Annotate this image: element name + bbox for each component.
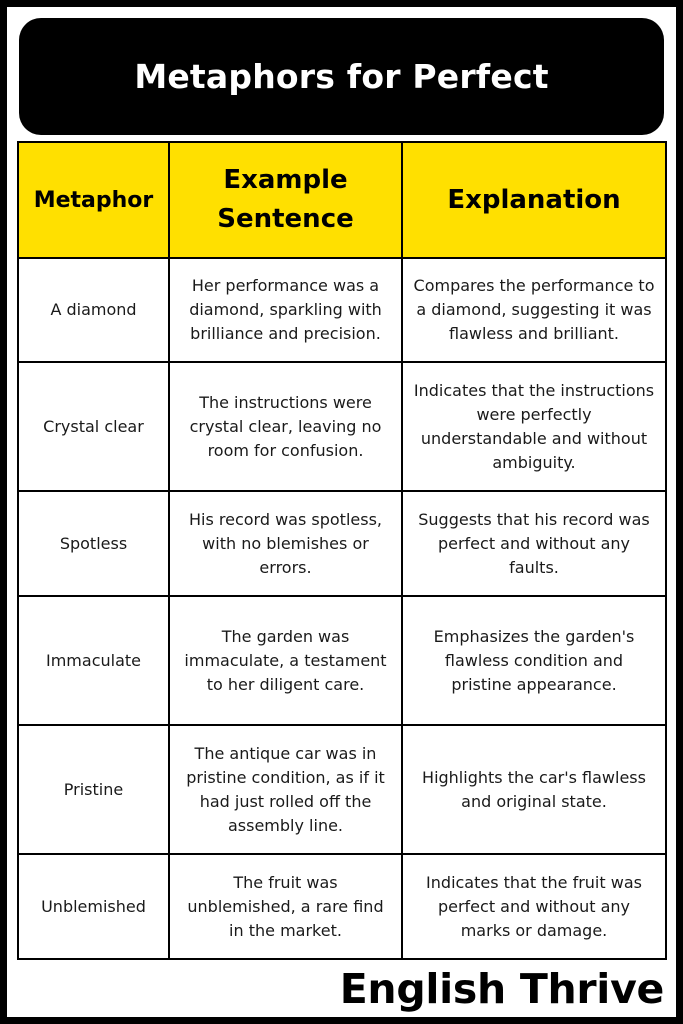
table-row — [18, 725, 666, 854]
example-cell: His record was spotless, with no blemishes or errors. — [169, 491, 402, 596]
page-title: Metaphors for Perfect — [134, 57, 549, 96]
table-row — [18, 854, 666, 959]
metaphor-cell: A diamond — [18, 258, 169, 362]
example-cell: Her performance was a diamond, sparkling with brilliance and precision. — [169, 258, 402, 362]
page-frame — [7, 7, 676, 1017]
brand-logo-text: English Thrive — [339, 965, 664, 1013]
table-row — [18, 362, 666, 491]
explanation-cell: Indicates that the instructions were perfectly understandable and without ambiguity. — [402, 362, 666, 491]
explanation-cell: Emphasizes the garden's flawless condition and pristine appearance. — [402, 596, 666, 725]
explanation-cell: Highlights the car's flawless and original state. — [402, 725, 666, 854]
explanation-cell: Suggests that his record was perfect and without any faults. — [402, 491, 666, 596]
header-explanation: Explanation — [402, 142, 666, 258]
metaphor-cell: Immaculate — [18, 596, 169, 725]
example-cell: The antique car was in pristine condition, as if it had just rolled off the assembly line. — [169, 725, 402, 854]
table-row — [18, 596, 666, 725]
explanation-cell: Indicates that the fruit was perfect and without any marks or damage. — [402, 854, 666, 959]
table-row — [18, 491, 666, 596]
header-example-sentence: Example Sentence — [169, 142, 402, 258]
example-cell: The fruit was unblemished, a rare find in the market. — [169, 854, 402, 959]
example-cell: The instructions were crystal clear, leaving no room for confusion. — [169, 362, 402, 491]
table-row — [18, 258, 666, 362]
explanation-cell: Compares the performance to a diamond, suggesting it was flawless and brilliant. — [402, 258, 666, 362]
metaphor-cell: Crystal clear — [18, 362, 169, 491]
example-cell: The garden was immaculate, a testament to her diligent care. — [169, 596, 402, 725]
metaphor-cell: Unblemished — [18, 854, 169, 959]
metaphor-cell: Spotless — [18, 491, 169, 596]
metaphor-cell: Pristine — [18, 725, 169, 854]
title-banner — [19, 18, 664, 135]
header-metaphor: Metaphor — [18, 142, 169, 258]
table-header-row — [18, 142, 666, 258]
metaphor-table — [17, 141, 667, 960]
